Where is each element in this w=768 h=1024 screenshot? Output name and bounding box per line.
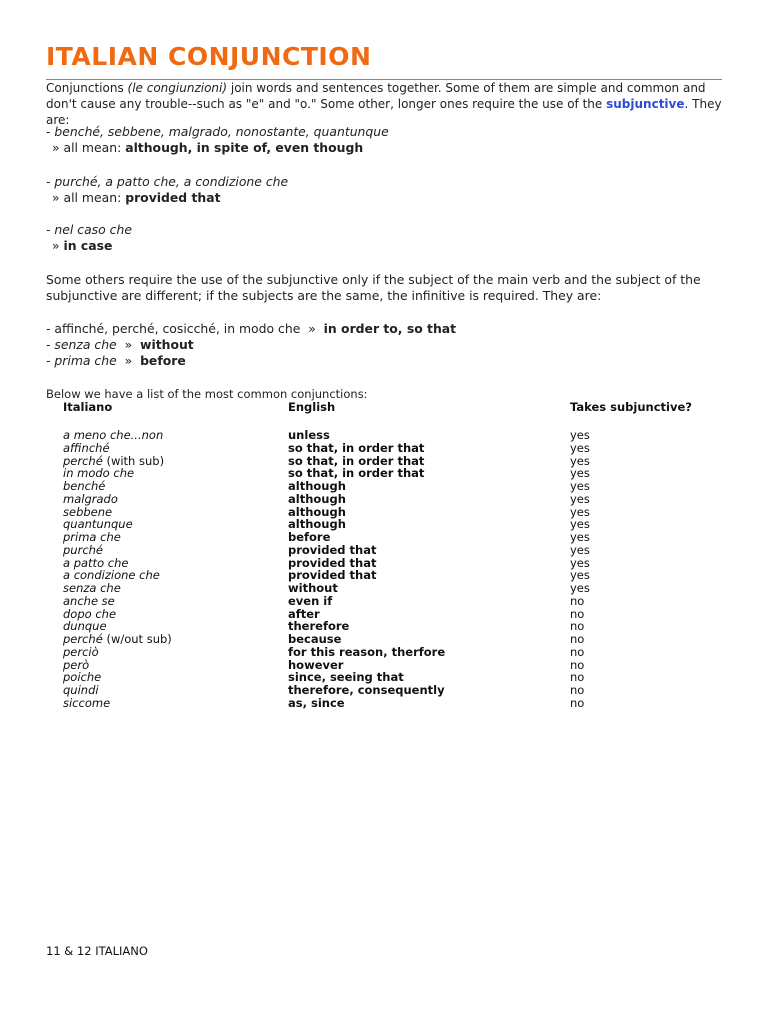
english-meaning: unless [288,428,330,442]
italian-term-text: quantunque [63,517,133,532]
group-2-words: purché, a patto che, a condizione che [54,174,289,189]
separator: » [116,353,141,368]
italian-term-text: perché [63,632,103,646]
italian-term-text: dunque [63,619,107,634]
english-meaning: provided that [288,542,377,557]
group-3-words-line [46,222,726,238]
italian-term-text: a patto che [63,555,129,570]
english-meaning: so that, in order that [288,440,425,455]
takes-subjunctive-value: yes [570,479,590,493]
english-meaning: however [288,657,344,672]
page-title: ITALIAN CONJUNCTION [46,42,372,71]
intro-text-1: Conjunctions [46,81,128,95]
english-meaning: therefore, consequently [288,683,445,697]
intro-italic: (le congiunzioni) [127,81,228,95]
separator: » [300,321,324,336]
italian-term-text: anche se [63,593,115,608]
english-meaning: although [288,504,346,519]
takes-subjunctive-value: yes [570,517,590,532]
group-3 [46,222,726,254]
english-meaning: as, since [288,695,345,710]
english-meaning: for this reason, therfore [288,644,446,659]
italian-term-text: prima che [63,530,121,544]
table-row [0,493,768,506]
english-meaning: even if [288,593,333,608]
list-2-item-3-meaning: before [140,353,186,368]
header-italiano: Italiano [63,400,113,414]
italian-term-text: dopo che [63,606,117,621]
takes-subjunctive-value: yes [570,466,590,481]
conjunction-table [0,429,768,710]
english-meaning: so that, in order that [288,453,425,468]
italian-term [63,697,110,710]
italian-term-text: affinché [63,440,110,455]
table-row [0,582,768,595]
english-meaning: without [288,581,338,595]
takes-subjunctive-value: yes [570,440,590,455]
meaning-lead: » all mean: [52,140,126,155]
english-meaning: because [288,632,342,646]
dash: - [46,321,55,336]
list-2-item-1-meaning: in order to, so that [323,321,457,336]
table-row [0,697,768,710]
separator: » [116,337,141,352]
group-2 [46,174,726,206]
english-meaning: although [288,479,346,493]
list-2 [46,321,726,369]
takes-subjunctive-value: no [570,657,585,672]
group-1 [46,124,726,156]
group-3-words: nel caso che [54,222,132,237]
list-2-item-3-words: prima che [54,353,117,368]
takes-subjunctive-value: yes [570,542,590,557]
paragraph-2: Some others require the use of the subjunctive only if the subject of the main verb and the subject of the subjunctive are different; if the subjects are the same, the infinitive is required. They are: [46,272,701,303]
takes-subjunctive-value: yes [570,555,590,570]
takes-subjunctive-value: no [570,632,585,646]
italian-term-text: a meno che...non [63,428,164,442]
dash: - [46,337,55,352]
subjunctive-link[interactable]: subjunctive [606,97,685,111]
group-1-meaning-line [46,140,726,156]
takes-subjunctive-value: yes [570,428,590,442]
list-2-item-1-words: affinché, perché, cosicché, in modo che [54,321,301,336]
italian-term-text: sebbene [63,504,113,519]
meaning-lead: » all mean: [52,190,126,205]
english-meaning: since, seeing that [288,670,404,685]
dash: - [46,222,55,237]
english-meaning: therefore [288,619,350,634]
italian-term-text: senza che [63,581,121,595]
english-meaning: provided that [288,555,377,570]
takes-subjunctive-value: yes [570,453,590,468]
english-meaning: although [288,517,346,532]
meaning-lead: » [52,238,64,253]
header-takes-subjunctive: Takes subjunctive? [570,400,692,414]
usage-note: (w/out sub) [102,632,172,646]
intro-paragraph [46,80,726,128]
group-2-meaning-line [46,190,726,206]
group-1-words: benché, sebbene, malgrado, nonostante, quantunque [54,124,389,139]
table-row [0,429,768,442]
italian-term-text: purché [63,542,104,557]
english-meaning: before [288,530,331,544]
table-row [0,684,768,697]
italian-term-text: in modo che [63,466,135,481]
table-row [0,531,768,544]
english-meaning: provided that [288,568,377,583]
english-meaning: so that, in order that [288,466,425,481]
takes-subjunctive-value: yes [570,504,590,519]
takes-subjunctive-value: no [570,606,585,621]
table-row [0,646,768,659]
italian-term-text: a condizione che [63,568,160,583]
takes-subjunctive-value: yes [570,581,590,595]
italian-term-text: quindi [63,683,99,697]
takes-subjunctive-value: yes [570,491,590,506]
italian-term-text: siccome [63,695,111,710]
usage-note: (with sub) [102,453,165,468]
list-2-item-1 [46,321,726,337]
table-row [0,467,768,480]
takes-subjunctive-value: yes [570,568,590,583]
group-3-meaning-line [46,238,726,254]
english-meaning: although [288,491,346,506]
dash: - [46,353,55,368]
italian-term-text: benché [63,479,106,493]
group-3-meaning: in case [63,238,113,253]
table-intro: Below we have a list of the most common conjunctions: [46,387,368,401]
header-english: English [288,400,336,414]
group-1-words-line [46,124,726,140]
list-2-item-2-meaning: without [140,337,194,352]
page-footer: 11 & 12 ITALIANO [46,944,148,958]
italian-term-text: poiche [63,670,102,685]
list-2-item-3 [46,353,726,369]
group-2-meaning: provided that [125,190,221,205]
dash: - [46,124,55,139]
group-1-meaning: although, in spite of, even though [125,140,364,155]
italian-term-text: perché [63,453,103,468]
takes-subjunctive-value: no [570,695,585,710]
takes-subjunctive-value: no [570,670,585,685]
group-2-words-line [46,174,726,190]
intro-text-3: . They are: [46,97,722,127]
english-meaning: after [288,606,320,621]
italian-term-text: però [63,657,90,672]
table-row [0,608,768,621]
takes-subjunctive-value: no [570,683,585,697]
list-2-item-2-words: senza che [54,337,117,352]
italian-term-text: perciò [63,644,99,659]
intro-text-2: join words and sentences together. Some of them are simple and common and don't cause any trouble--such as "e" and "o." Some other, longer ones require the use of the [46,81,706,111]
takes-subjunctive-value: no [570,593,585,608]
dash: - [46,174,55,189]
takes-subjunctive-value: no [570,644,585,659]
italian-term-text: malgrado [63,491,118,506]
table-row [0,633,768,646]
list-2-item-2 [46,337,726,353]
takes-subjunctive-value: no [570,619,585,634]
takes-subjunctive-value: yes [570,530,590,544]
